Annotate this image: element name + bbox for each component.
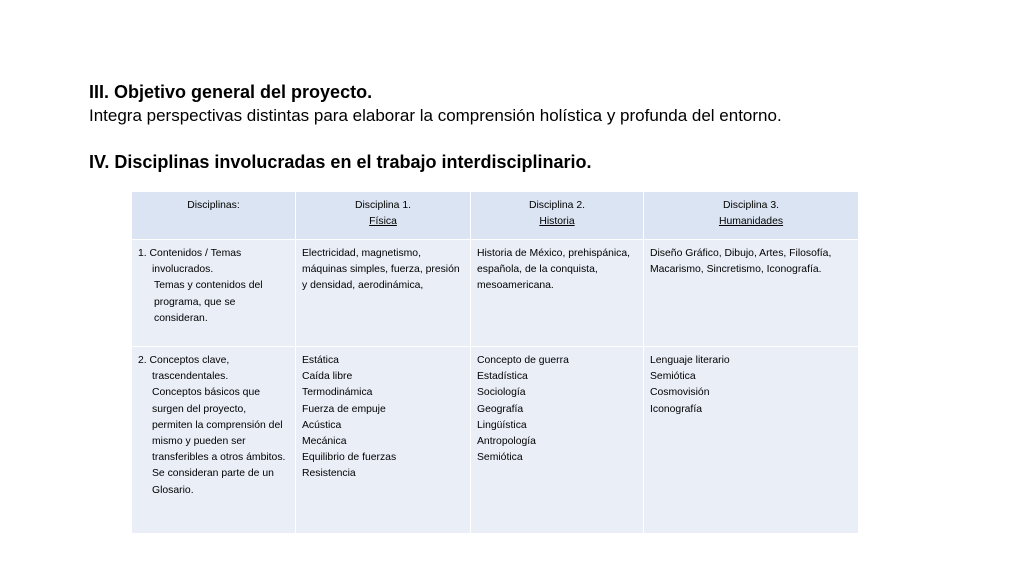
concept-item: Equilibrio de fuerzas — [302, 452, 397, 464]
table-header-row — [132, 192, 859, 240]
header-label: Disciplinas: — [187, 200, 240, 211]
header-disciplinas — [132, 192, 296, 240]
table-row — [132, 347, 859, 534]
concept-item: Mecánica — [302, 436, 347, 448]
header-discipline-name: Humanidades — [718, 216, 784, 228]
concept-item: Fuerza de empuje — [302, 403, 386, 415]
header-disciplina-1 — [296, 192, 471, 240]
row-label-line: 2. Conceptos clave, — [138, 355, 230, 366]
row-label-line: Conceptos básicos que — [152, 387, 261, 399]
table-row — [132, 240, 859, 347]
concept-item: Geografía — [477, 403, 524, 415]
concept-item: Lenguaje literario — [650, 355, 730, 366]
cell-humanidades-contenidos: Diseño Gráfico, Dibujo, Artes, Filosofía, Macarismo, Sincretismo, Iconografía. — [644, 240, 859, 347]
concept-item: Resistencia — [302, 468, 356, 480]
concept-item: Semiótica — [650, 371, 696, 383]
concept-item: Sociología — [477, 387, 526, 399]
row-label-line: programa, que se — [154, 296, 236, 308]
disciplines-table — [131, 191, 859, 534]
section-heading-objective: III. Objetivo general del proyecto. — [89, 82, 373, 102]
row-label-line: involucrados. — [152, 264, 214, 276]
cell-fisica-contenidos: Electricidad, magnetismo, máquinas simples, fuerza, presión y densidad, aerodinámica, — [296, 240, 471, 347]
concept-item: Caída libre — [302, 371, 353, 383]
section-heading-disciplines: IV. Disciplinas involucradas en el trabajo interdisciplinario. — [89, 152, 592, 172]
cell-historia-contenidos: Historia de México, prehispánica, española, de la conquista, mesoamericana. — [471, 240, 644, 347]
concept-item: Estadística — [477, 371, 528, 383]
objective-description: Integra perspectivas distintas para elaborar la comprensión holística y profunda del entorno. — [89, 106, 782, 125]
header-disciplina-3 — [644, 192, 859, 240]
row-label-line: surgen del proyecto, — [152, 403, 247, 415]
cell-historia-conceptos — [471, 347, 644, 534]
concept-item: Termodinámica — [302, 387, 373, 399]
row-label-conceptos — [132, 347, 296, 534]
header-discipline-name: Física — [369, 216, 397, 228]
concept-item: Semiótica — [477, 452, 523, 464]
concept-item: Antropología — [477, 436, 536, 448]
header-title: Disciplina 1. — [354, 200, 412, 211]
header-title: Disciplina 2. — [528, 200, 586, 211]
concept-item: Lingüística — [477, 419, 527, 431]
row-label-line: transferibles a otros ámbitos. — [152, 452, 286, 464]
row-label-line: mismo y pueden ser — [152, 436, 246, 448]
concept-item: Concepto de guerra — [477, 355, 569, 366]
row-label-line: 1. Contenidos / Temas — [138, 248, 242, 259]
row-label-line: Temas y contenidos del — [154, 280, 263, 292]
header-discipline-name: Historia — [539, 216, 575, 228]
row-label-line: consideran. — [154, 312, 208, 324]
row-label-line: permiten la comprensión del — [152, 419, 283, 431]
concept-item: Estática — [302, 355, 339, 366]
concept-item: Iconografía — [650, 403, 702, 415]
header-disciplina-2 — [471, 192, 644, 240]
row-label-line: trascendentales. — [152, 371, 229, 383]
header-title: Disciplina 3. — [722, 200, 780, 211]
row-label-line: Glosario. — [152, 484, 194, 496]
concept-item: Cosmovisión — [650, 387, 710, 399]
cell-humanidades-conceptos — [644, 347, 859, 534]
concept-item: Acústica — [302, 419, 342, 431]
row-label-line: Se consideran parte de un — [152, 468, 274, 480]
cell-fisica-conceptos — [296, 347, 471, 534]
row-label-contenidos — [132, 240, 296, 347]
